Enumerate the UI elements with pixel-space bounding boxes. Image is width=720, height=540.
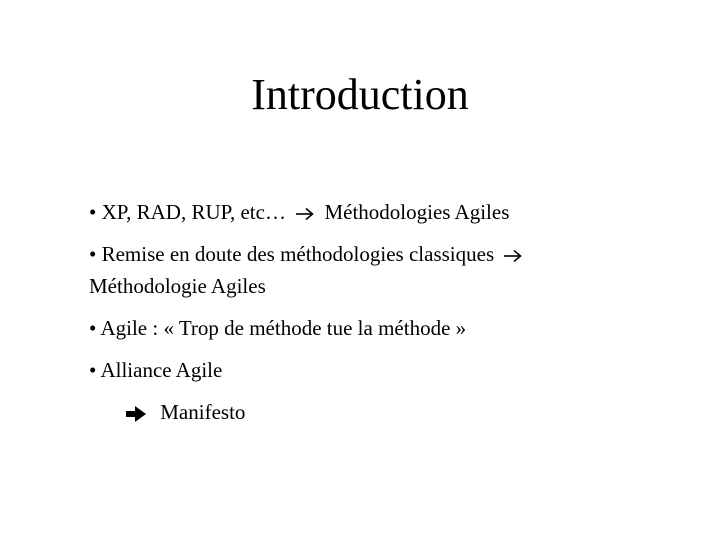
bullet-marker: • [89, 242, 97, 266]
bullet-arrow-text: Méthodologie Agiles [89, 274, 266, 298]
bullet-item [89, 238, 649, 302]
bold-right-arrow-icon [125, 405, 147, 423]
bullet-text: Agile : « Trop de méthode tue la méthode » [100, 316, 467, 340]
bullet-list [89, 196, 649, 396]
bullet-marker: • [89, 358, 97, 382]
bullet-arrow-text: Méthodologies Agiles [324, 200, 510, 224]
slide-title: Introduction [251, 70, 469, 119]
sub-item-text: Manifesto [160, 400, 246, 424]
right-arrow-icon [295, 207, 315, 221]
bullet-item [89, 354, 649, 386]
bullet-item [89, 312, 649, 344]
sub-item [125, 396, 245, 428]
bullet-text: Remise en doute des méthodologies classiques [101, 242, 495, 266]
bullet-marker: • [89, 316, 97, 340]
bullet-text: Alliance Agile [100, 358, 223, 382]
bullet-marker: • [89, 200, 97, 224]
bullet-item [89, 196, 649, 228]
bullet-text: XP, RAD, RUP, etc… [101, 200, 286, 224]
right-arrow-icon [503, 249, 523, 263]
